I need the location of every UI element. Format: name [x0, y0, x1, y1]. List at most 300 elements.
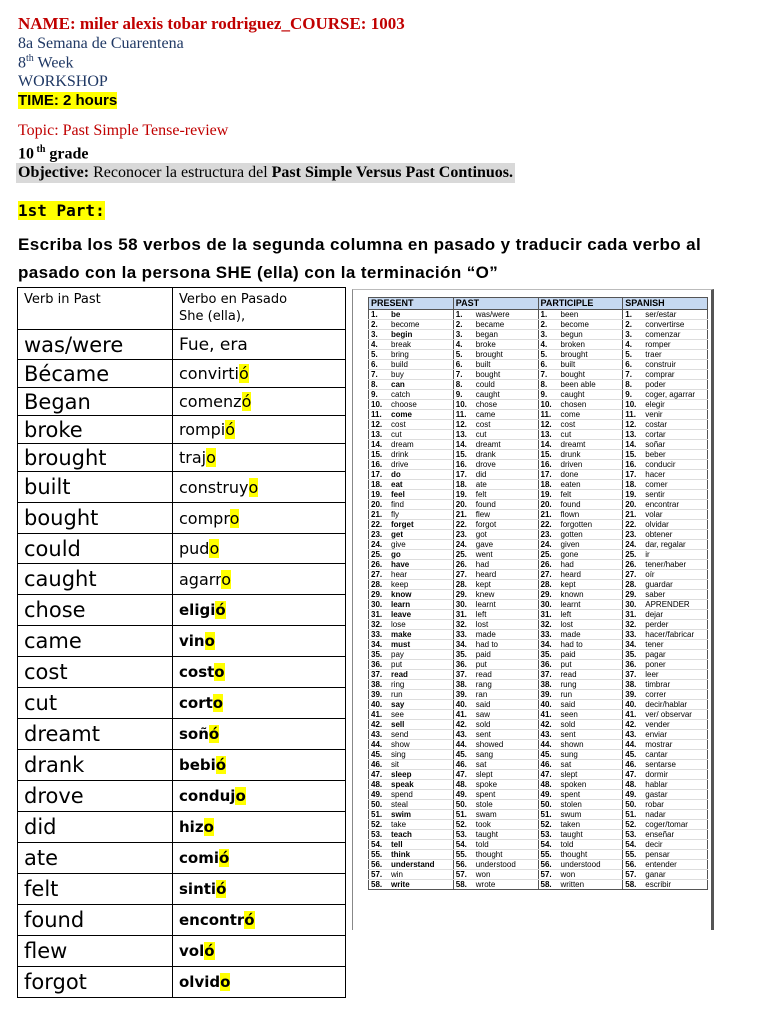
- present-cell: [369, 360, 454, 370]
- translation-ending-highlight: o: [220, 973, 231, 991]
- row-number: 5.: [455, 350, 463, 359]
- row-number: 3.: [625, 330, 632, 339]
- verb-form: know: [391, 590, 412, 599]
- verb-in-past-cell: could: [18, 534, 173, 564]
- present-cell: [369, 680, 454, 690]
- verb-form: got: [475, 530, 487, 539]
- participle-cell: [538, 530, 623, 540]
- week-sup: th: [26, 53, 34, 64]
- spanish-cell: [623, 770, 708, 780]
- row-number: 56.: [455, 860, 467, 869]
- participle-cell: [538, 470, 623, 480]
- col2-header-line1: Verbo en Pasado: [179, 292, 288, 307]
- verb-form: cost: [475, 420, 491, 429]
- row-number: 2.: [371, 320, 378, 329]
- grade-line: [18, 144, 89, 163]
- row-number: 9.: [540, 390, 548, 399]
- row-number: 40.: [371, 700, 383, 709]
- answer-row: [18, 812, 346, 843]
- past-cell: [453, 760, 538, 770]
- row-number: 33.: [455, 630, 467, 639]
- row-number: 20.: [540, 500, 552, 509]
- row-number: 56.: [371, 860, 383, 869]
- past-cell: [453, 490, 538, 500]
- verb-form: wrote: [475, 880, 496, 889]
- verb-form: understood: [560, 860, 601, 869]
- row-number: 5.: [625, 350, 632, 359]
- verb-form: hacer: [645, 470, 666, 479]
- row-number: 33.: [540, 630, 552, 639]
- row-number: 8.: [540, 380, 548, 389]
- translation-ending-highlight: ó: [208, 725, 220, 743]
- translation-ending-highlight: ó: [238, 364, 249, 383]
- spanish-cell: [623, 440, 708, 450]
- verb-form: drove: [475, 460, 496, 469]
- verbo-en-pasado-cell: [173, 750, 346, 781]
- participle-cell: [538, 840, 623, 850]
- time-text: TIME: 2 hours: [18, 92, 118, 109]
- participle-cell: [538, 440, 623, 450]
- instruction-text: Escriba los 58 verbos de la segunda columna en pasado y traducir cada verbo al pasado con la persona SHE (ella) con la terminación “O”: [18, 235, 702, 282]
- spanish-cell: [623, 650, 708, 660]
- row-number: 1.: [625, 310, 632, 319]
- past-cell: [453, 660, 538, 670]
- translation-stem: traj: [179, 448, 207, 467]
- spanish-cell: [623, 840, 708, 850]
- row-number: 58.: [625, 880, 637, 889]
- present-cell: [369, 540, 454, 550]
- verb-form: venir: [645, 410, 663, 419]
- row-number: 48.: [625, 780, 637, 789]
- present-cell: [369, 420, 454, 430]
- verb-form: left: [475, 610, 487, 619]
- verb-form: eat: [391, 480, 403, 489]
- verb-form: drunk: [560, 450, 581, 459]
- row-number: 9.: [371, 390, 378, 399]
- verb-list-row: [369, 860, 708, 870]
- past-cell: [453, 570, 538, 580]
- verb-form: escribir: [645, 880, 672, 889]
- row-number: 37.: [455, 670, 467, 679]
- verb-form: tener: [645, 640, 664, 649]
- verb-form: been: [560, 310, 579, 319]
- row-number: 43.: [625, 730, 637, 739]
- row-number: 52.: [540, 820, 552, 829]
- row-number: 12.: [625, 420, 637, 429]
- row-number: 25.: [625, 550, 637, 559]
- verb-form: given: [560, 540, 580, 549]
- row-number: 1.: [540, 310, 548, 319]
- row-number: 39.: [371, 690, 383, 699]
- verb-list-row: [369, 710, 708, 720]
- verb-form: heard: [475, 570, 497, 579]
- present-cell: [369, 750, 454, 760]
- verb-form: eaten: [560, 480, 581, 489]
- row-number: 45.: [455, 750, 467, 759]
- row-number: 19.: [371, 490, 383, 499]
- spanish-cell: [623, 360, 708, 370]
- past-cell: [453, 400, 538, 410]
- answer-row: [18, 444, 346, 472]
- part-text: 1st Part:: [18, 201, 105, 220]
- past-cell: [453, 420, 538, 430]
- answer-row: [18, 330, 346, 360]
- verb-form: read: [475, 670, 492, 679]
- verb-form: encontrar: [645, 500, 680, 509]
- verb-form: soñar: [645, 440, 666, 449]
- row-number: 44.: [625, 740, 637, 749]
- translation-ending-highlight: ó: [216, 880, 227, 898]
- participle-cell: [538, 320, 623, 330]
- present-cell: [369, 440, 454, 450]
- present-cell: [369, 710, 454, 720]
- translation-ending-highlight: o: [206, 448, 216, 467]
- participle-cell: [538, 610, 623, 620]
- row-number: 1.: [371, 310, 378, 319]
- row-number: 28.: [455, 580, 467, 589]
- past-cell: [453, 450, 538, 460]
- row-number: 33.: [371, 630, 383, 639]
- verb-form: swum: [560, 810, 582, 819]
- verb-form: chosen: [560, 400, 587, 409]
- row-number: 5.: [371, 350, 378, 359]
- past-cell: [453, 750, 538, 760]
- verbo-en-pasado-cell: [173, 936, 346, 967]
- verb-form: gotten: [560, 530, 583, 539]
- verbo-en-pasado-cell: [173, 812, 346, 843]
- row-number: 4.: [540, 340, 548, 349]
- present-cell: [369, 660, 454, 670]
- row-number: 36.: [371, 660, 383, 669]
- col-participle-header: PARTICIPLE: [538, 298, 623, 310]
- row-number: 10.: [455, 400, 467, 409]
- past-cell: [453, 620, 538, 630]
- row-number: 35.: [625, 650, 637, 659]
- verb-form: driven: [560, 460, 583, 469]
- past-cell: [453, 810, 538, 820]
- translation-stem: Fue, era: [179, 334, 248, 355]
- past-cell: [453, 470, 538, 480]
- verb-form: guardar: [645, 580, 673, 589]
- verb-form: get: [391, 530, 403, 539]
- row-number: 52.: [371, 820, 383, 829]
- participle-cell: [538, 400, 623, 410]
- verb-list-row: [369, 460, 708, 470]
- row-number: 31.: [540, 610, 552, 619]
- verb-form: drive: [391, 460, 409, 469]
- participle-cell: [538, 660, 623, 670]
- translation-ending-highlight: o: [214, 663, 225, 681]
- verb-form: spent: [475, 790, 496, 799]
- verb-in-past-cell: felt: [18, 874, 173, 905]
- col2-header-line2: She (ella),: [179, 309, 246, 324]
- row-number: 15.: [455, 450, 467, 459]
- participle-cell: [538, 820, 623, 830]
- present-cell: [369, 470, 454, 480]
- translation-stem: eligi: [179, 601, 216, 619]
- verb-form: keep: [391, 580, 409, 589]
- row-number: 30.: [540, 600, 552, 609]
- verb-list-row: [369, 450, 708, 460]
- week-number: [18, 53, 74, 72]
- row-number: 44.: [540, 740, 552, 749]
- verb-in-past-cell: broke: [18, 416, 173, 444]
- row-number: 43.: [540, 730, 552, 739]
- verb-form: make: [391, 630, 412, 639]
- spanish-cell: [623, 480, 708, 490]
- present-cell: [369, 340, 454, 350]
- past-cell: [453, 830, 538, 840]
- verb-form: correr: [645, 690, 667, 699]
- part-heading: [18, 201, 105, 220]
- verb-form: obtener: [645, 530, 673, 539]
- verb-form: send: [391, 730, 409, 739]
- verb-form: entender: [645, 860, 677, 869]
- participle-cell: [538, 810, 623, 820]
- row-number: 52.: [625, 820, 637, 829]
- row-number: 28.: [371, 580, 383, 589]
- spanish-cell: [623, 640, 708, 650]
- row-number: 53.: [371, 830, 383, 839]
- verbo-en-pasado-cell: [173, 595, 346, 626]
- answer-row: [18, 595, 346, 626]
- row-number: 16.: [540, 460, 552, 469]
- row-number: 28.: [540, 580, 552, 589]
- verb-form: gone: [560, 550, 579, 559]
- translation-stem: sinti: [179, 880, 217, 898]
- participle-cell: [538, 590, 623, 600]
- row-number: 15.: [625, 450, 637, 459]
- present-cell: [369, 520, 454, 530]
- verb-list-row: [369, 740, 708, 750]
- verb-in-past-cell: dreamt: [18, 719, 173, 750]
- spanish-cell: [623, 700, 708, 710]
- past-cell: [453, 580, 538, 590]
- verb-list-row: [369, 620, 708, 630]
- col-present-header: PRESENT: [369, 298, 454, 310]
- spanish-cell: [623, 560, 708, 570]
- verb-form: ver/ observar: [645, 710, 692, 719]
- verb-form: sold: [475, 720, 491, 729]
- present-cell: [369, 870, 454, 880]
- past-cell: [453, 700, 538, 710]
- row-number: 45.: [371, 750, 383, 759]
- past-cell: [453, 650, 538, 660]
- row-number: 18.: [455, 480, 467, 489]
- present-cell: [369, 880, 454, 890]
- verb-list-row: [369, 700, 708, 710]
- row-number: 24.: [625, 540, 637, 549]
- present-cell: [369, 790, 454, 800]
- row-number: 44.: [455, 740, 467, 749]
- row-number: 3.: [371, 330, 378, 339]
- verb-form: choose: [391, 400, 417, 409]
- row-number: 17.: [455, 470, 467, 479]
- verb-form: convertirse: [645, 320, 685, 329]
- row-number: 6.: [540, 360, 548, 369]
- row-number: 56.: [540, 860, 552, 869]
- verb-list-row: [369, 480, 708, 490]
- row-number: 42.: [371, 720, 383, 729]
- verb-list-row: [369, 630, 708, 640]
- participle-cell: [538, 630, 623, 640]
- verb-form: poner: [645, 660, 666, 669]
- row-number: 38.: [540, 680, 552, 689]
- grade-sup: th: [34, 144, 46, 155]
- past-cell: [453, 780, 538, 790]
- verb-form: bought: [475, 370, 501, 379]
- translation-ending-highlight: o: [212, 694, 224, 712]
- verb-form: told: [560, 840, 574, 849]
- verb-list-row: [369, 850, 708, 860]
- row-number: 50.: [455, 800, 467, 809]
- verb-form: cantar: [645, 750, 668, 759]
- answer-row: [18, 388, 346, 416]
- verb-list-row: [369, 400, 708, 410]
- present-cell: [369, 700, 454, 710]
- spanish-cell: [623, 760, 708, 770]
- row-number: 51.: [540, 810, 552, 819]
- verb-form: saw: [475, 710, 490, 719]
- row-number: 29.: [540, 590, 552, 599]
- row-number: 13.: [371, 430, 383, 439]
- row-number: 10.: [540, 400, 552, 409]
- verb-form: show: [391, 740, 410, 749]
- verb-form: decir/hablar: [645, 700, 688, 709]
- verb-form: did: [475, 470, 487, 479]
- verb-list-row: [369, 600, 708, 610]
- verb-form: ate: [475, 480, 487, 489]
- verb-form: find: [391, 500, 404, 509]
- row-number: 29.: [625, 590, 637, 599]
- verb-in-past-cell: caught: [18, 564, 173, 595]
- translation-stem: compr: [179, 508, 230, 528]
- verb-form: ran: [475, 690, 488, 699]
- verb-list-row: [369, 330, 708, 340]
- verb-form: volar: [645, 510, 663, 519]
- answer-row: [18, 416, 346, 444]
- row-number: 15.: [540, 450, 552, 459]
- row-number: 23.: [625, 530, 637, 539]
- spanish-cell: [623, 430, 708, 440]
- verb-form: tener/haber: [645, 560, 687, 569]
- week-word: Week: [33, 54, 74, 72]
- verb-form: made: [475, 630, 496, 639]
- row-number: 51.: [371, 810, 383, 819]
- translation-stem: encontr: [179, 911, 245, 929]
- answer-row: [18, 472, 346, 503]
- verb-form: can: [391, 380, 405, 389]
- verb-in-past-cell: was/were: [18, 330, 173, 360]
- verb-list-row: [369, 350, 708, 360]
- verb-form: comer: [645, 480, 668, 489]
- verb-form: won: [475, 870, 491, 879]
- verb-form: build: [391, 360, 408, 369]
- translation-stem: bebi: [179, 756, 216, 774]
- row-number: 42.: [455, 720, 467, 729]
- spanish-cell: [623, 500, 708, 510]
- verb-form: had: [560, 560, 574, 569]
- past-cell: [453, 740, 538, 750]
- participle-cell: [538, 800, 623, 810]
- grade-word: grade: [45, 145, 89, 163]
- verb-form: decir: [645, 840, 663, 849]
- past-cell: [453, 880, 538, 890]
- verb-form: ganar: [645, 870, 666, 879]
- verb-form: stole: [475, 800, 493, 809]
- participle-cell: [538, 420, 623, 430]
- present-cell: [369, 380, 454, 390]
- present-cell: [369, 850, 454, 860]
- verb-form: paid: [560, 650, 576, 659]
- answer-row: [18, 688, 346, 719]
- past-cell: [453, 500, 538, 510]
- verb-form: felt: [560, 490, 572, 499]
- row-number: 16.: [371, 460, 383, 469]
- participle-cell: [538, 510, 623, 520]
- past-cell: [453, 590, 538, 600]
- verb-form: APRENDER: [645, 600, 690, 609]
- row-number: 31.: [625, 610, 637, 619]
- verb-form: go: [391, 550, 401, 559]
- row-number: 9.: [455, 390, 463, 399]
- verb-form: heard: [560, 570, 581, 579]
- row-number: 55.: [371, 850, 383, 859]
- row-number: 20.: [371, 500, 383, 509]
- row-number: 3.: [540, 330, 548, 339]
- verb-list-row: [369, 810, 708, 820]
- translation-stem: pud: [179, 539, 210, 558]
- participle-cell: [538, 870, 623, 880]
- row-number: 43.: [371, 730, 383, 739]
- answer-row: [18, 626, 346, 657]
- row-number: 26.: [625, 560, 637, 569]
- past-cell: [453, 710, 538, 720]
- present-cell: [369, 690, 454, 700]
- participle-cell: [538, 830, 623, 840]
- row-number: 53.: [625, 830, 637, 839]
- spanish-cell: [623, 350, 708, 360]
- row-number: 30.: [625, 600, 637, 609]
- row-number: 6.: [371, 360, 378, 369]
- spanish-cell: [623, 510, 708, 520]
- verb-list-row: [369, 470, 708, 480]
- spanish-cell: [623, 870, 708, 880]
- row-number: 49.: [540, 790, 552, 799]
- row-number: 22.: [455, 520, 467, 529]
- row-number: 27.: [625, 570, 637, 579]
- verb-form: beber: [645, 450, 666, 459]
- translation-stem: agarr: [179, 569, 222, 589]
- present-cell: [369, 860, 454, 870]
- row-number: 35.: [371, 650, 383, 659]
- present-cell: [369, 570, 454, 580]
- participle-cell: [538, 410, 623, 420]
- verb-form: run: [391, 690, 403, 699]
- row-number: 24.: [540, 540, 552, 549]
- row-number: 11.: [371, 410, 382, 419]
- participle-cell: [538, 650, 623, 660]
- row-number: 8.: [371, 380, 378, 389]
- translation-ending-highlight: ó: [225, 420, 235, 439]
- verb-form: forgotten: [560, 520, 593, 529]
- verb-in-past-cell: did: [18, 812, 173, 843]
- row-number: 23.: [540, 530, 552, 539]
- verbo-en-pasado-cell: [173, 360, 346, 388]
- row-number: 54.: [625, 840, 637, 849]
- verb-form: hear: [391, 570, 408, 579]
- verb-form: become: [560, 320, 589, 329]
